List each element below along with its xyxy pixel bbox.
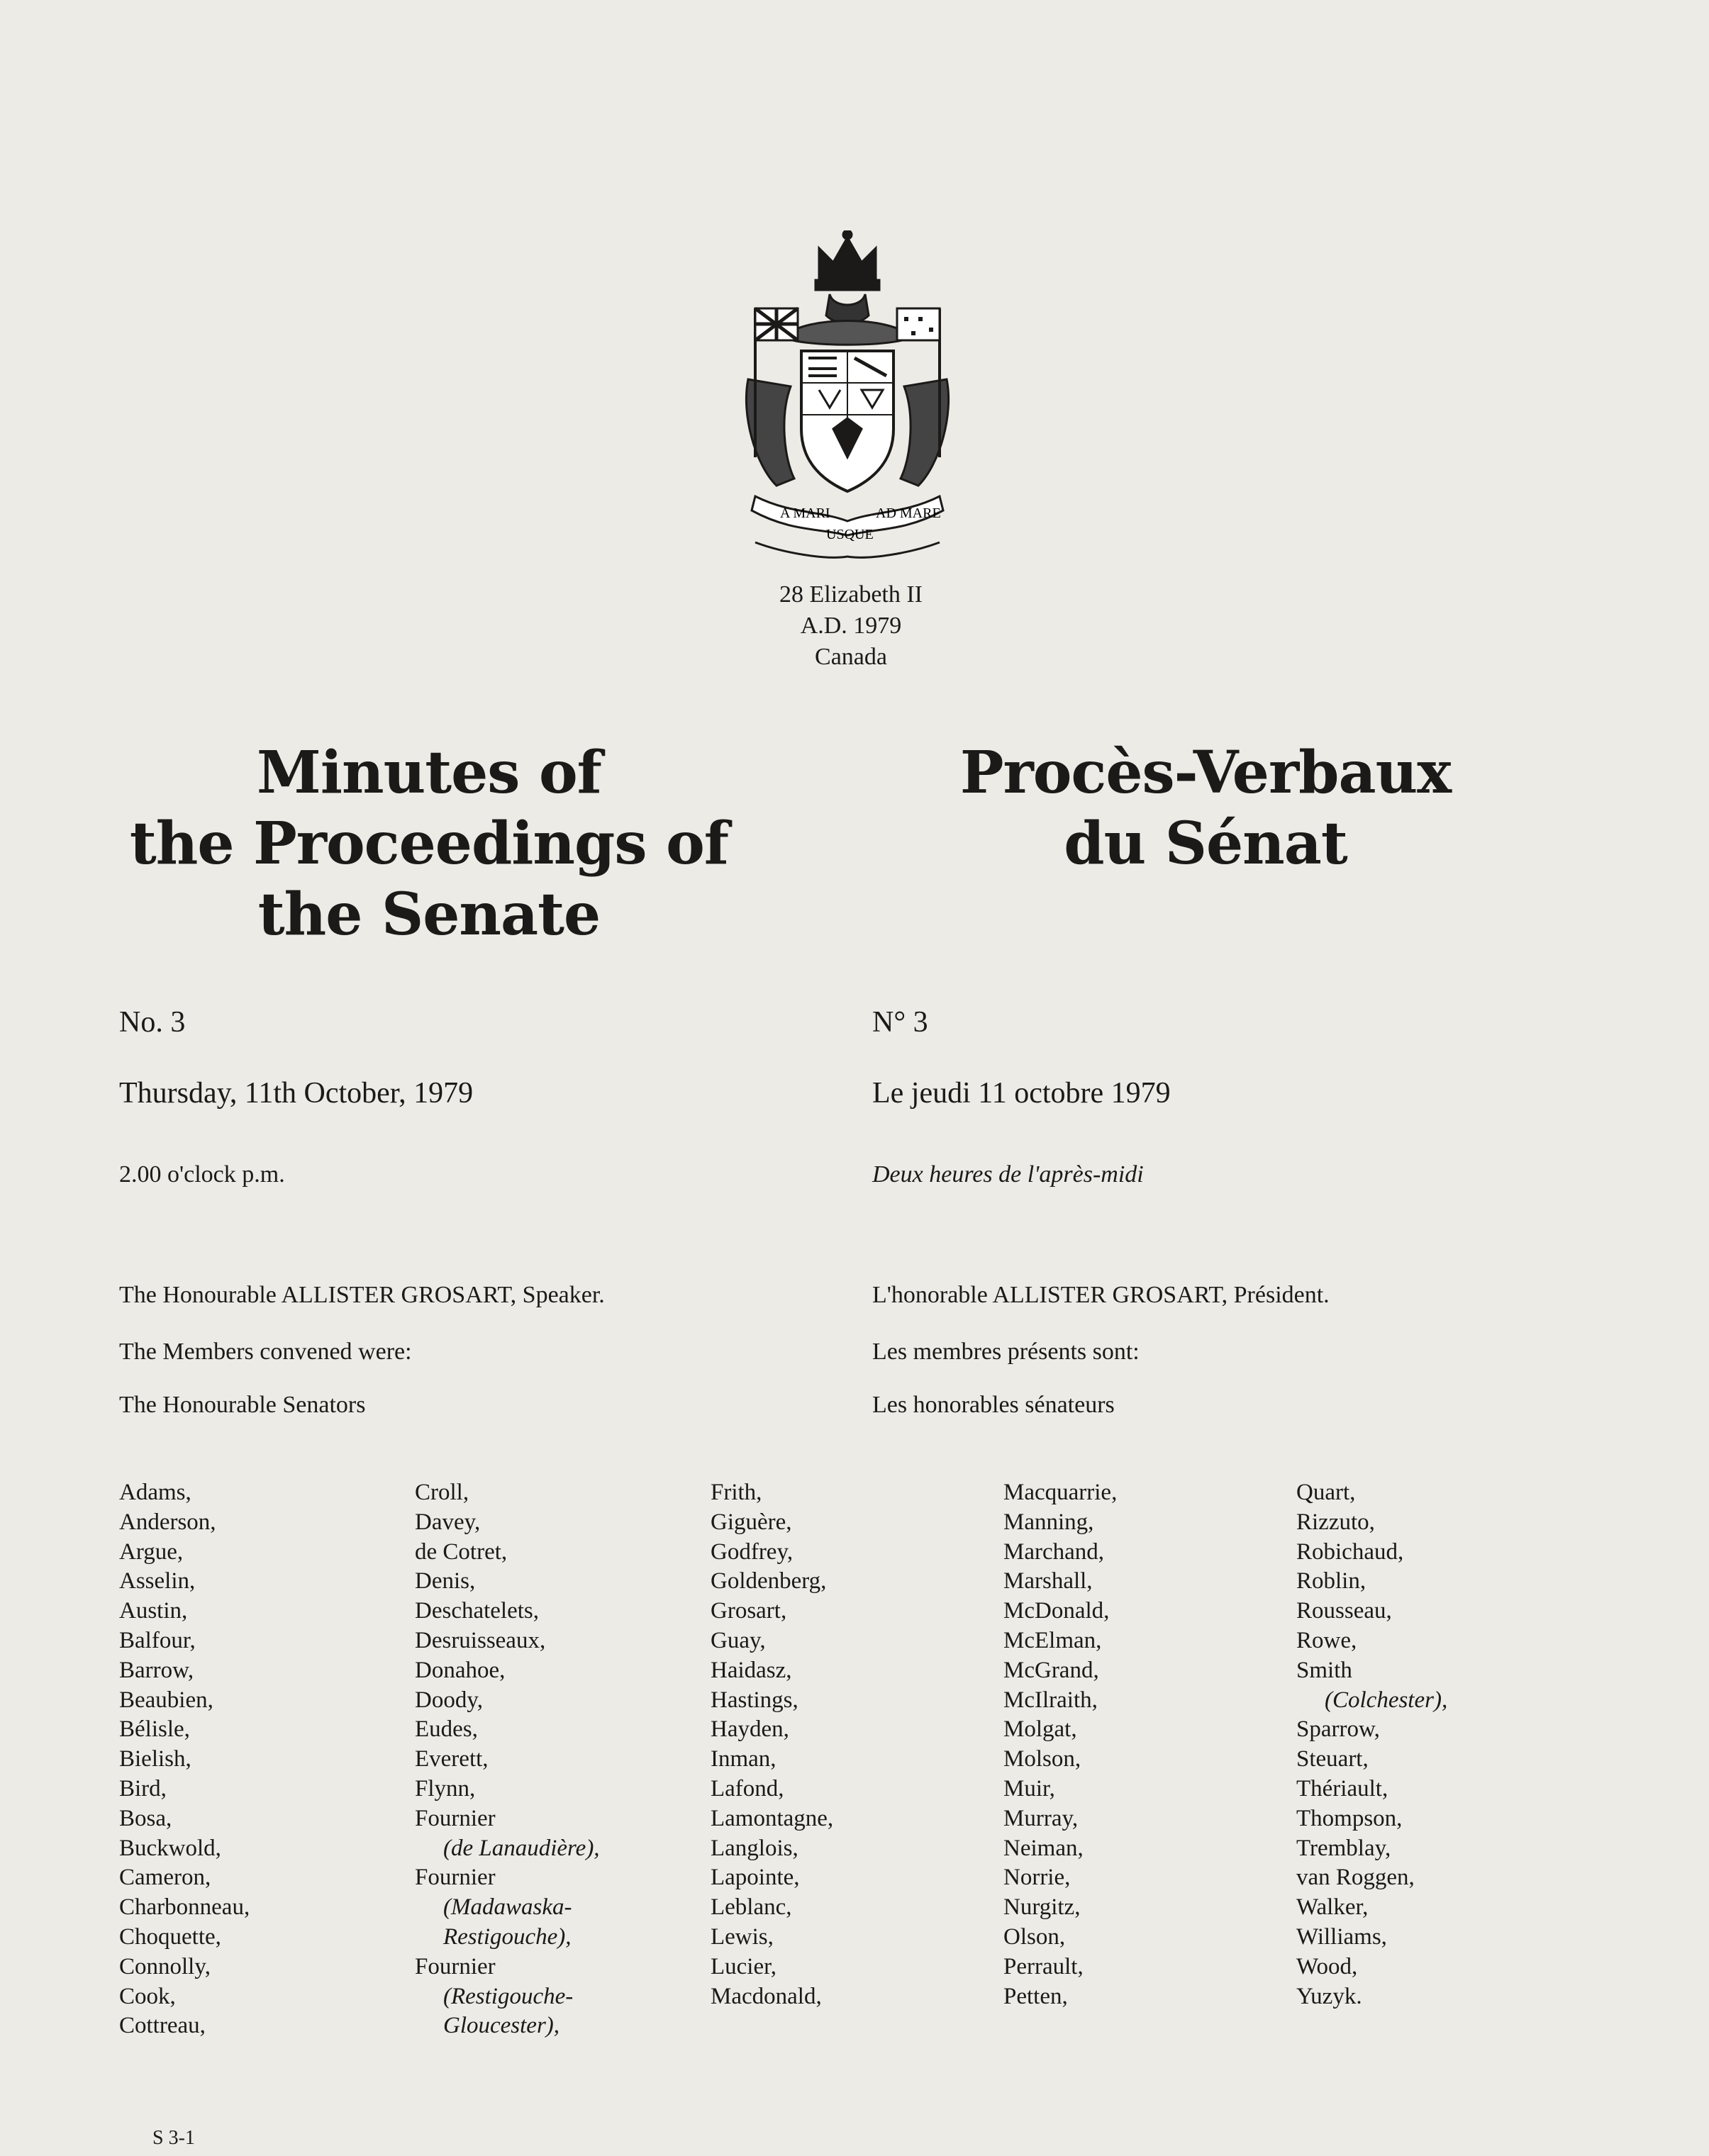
senator-name: van Roggen, (1296, 1865, 1415, 1891)
dateline-ad-year: A.D. 1979 (800, 613, 902, 639)
senator-name: Yuzyk. (1296, 1983, 1362, 2009)
sitting-date-fr: Le jeudi 11 octobre 1979 (872, 1077, 1171, 1110)
senator-name: Nurgitz, (1003, 1894, 1081, 1921)
title-en-line-3: the Senate (257, 881, 601, 949)
senator-name: Olson, (1003, 1923, 1066, 1950)
senator-name: Lapointe, (711, 1865, 800, 1891)
issue-number-fr: N° 3 (872, 1006, 928, 1039)
issue-number-en: No. 3 (119, 1006, 186, 1039)
senator-name: Rizzuto, (1296, 1509, 1375, 1535)
senator-name: Donahoe, (415, 1657, 506, 1683)
senator-name: Croll, (415, 1480, 469, 1505)
coat-of-arms-emblem (727, 230, 968, 560)
senator-name: Godfrey, (711, 1538, 794, 1565)
senator-name: Marchand, (1003, 1538, 1105, 1565)
senator-name: Lucier, (711, 1953, 777, 1979)
honourable-senators-en: The Honourable Senators (119, 1392, 366, 1418)
motto-right: AD MARE (876, 506, 941, 521)
senator-name: de Cotret, (415, 1538, 508, 1565)
title-fr-line-2: du Sénat (1064, 810, 1347, 878)
senator-name: Lewis, (711, 1923, 774, 1950)
senator-name: Neiman, (1003, 1835, 1084, 1861)
honourable-senators-fr: Les honorables sénateurs (872, 1392, 1115, 1418)
senator-name: Cook, (119, 1983, 176, 2009)
title-en-line-1: Minutes of (257, 739, 601, 807)
sitting-date-en: Thursday, 11th October, 1979 (119, 1077, 474, 1110)
senator-riding: Gloucester), (443, 2013, 560, 2039)
senator-name: Muir, (1003, 1775, 1055, 1802)
senator-name: Choquette, (119, 1923, 221, 1950)
senator-name: Everett, (415, 1746, 489, 1772)
senator-name: McIlraith, (1003, 1687, 1098, 1713)
senator-name: McGrand, (1003, 1657, 1099, 1683)
senator-name: Fournier (415, 1865, 496, 1891)
senator-name: Denis, (415, 1568, 476, 1594)
senator-name: Walker, (1296, 1894, 1369, 1921)
senator-column-4 (1003, 1478, 1117, 2011)
senator-name: Wood, (1296, 1953, 1358, 1979)
senator-name: Thompson, (1296, 1805, 1403, 1831)
senator-column-2 (415, 1478, 600, 2041)
senator-name: Roblin, (1296, 1568, 1366, 1594)
senator-name: Sparrow, (1296, 1716, 1380, 1743)
senator-riding: (Restigouche- (443, 1983, 574, 2009)
senator-name: Bielish, (119, 1746, 191, 1772)
senator-riding: (de Lanaudière), (443, 1835, 600, 1861)
senator-name: Perrault, (1003, 1953, 1084, 1979)
senator-name: Cameron, (119, 1865, 211, 1891)
senator-name: Williams, (1296, 1923, 1387, 1950)
senator-name: Langlois, (711, 1835, 798, 1861)
senator-name: Barrow, (119, 1657, 194, 1683)
senator-name: Marshall, (1003, 1568, 1093, 1594)
senator-name: Molson, (1003, 1746, 1081, 1772)
senator-name: Murray, (1003, 1805, 1079, 1831)
senator-name: Rowe, (1296, 1627, 1357, 1653)
senator-name: Rousseau, (1296, 1598, 1392, 1624)
senator-name: Adams, (119, 1480, 191, 1505)
senator-name: Smith (1296, 1657, 1352, 1683)
senator-riding: (Madawaska- (443, 1894, 572, 1921)
senator-riding: (Colchester), (1325, 1687, 1448, 1713)
senator-name: Doody, (415, 1687, 483, 1713)
senator-name: Anderson, (119, 1509, 216, 1535)
senator-column-1 (119, 1478, 250, 2041)
senator-name: McElman, (1003, 1627, 1102, 1653)
senator-name: Thériault, (1296, 1775, 1388, 1802)
dateline-country: Canada (815, 644, 887, 670)
senator-name: Guay, (711, 1627, 766, 1653)
senator-name: Lafond, (711, 1775, 784, 1802)
title-english (128, 737, 730, 950)
senator-name: Austin, (119, 1598, 188, 1624)
senator-name: Deschatelets, (415, 1598, 540, 1624)
senator-name: Giguère, (711, 1509, 792, 1535)
senator-name: Buckwold, (119, 1835, 221, 1861)
senator-name: Manning, (1003, 1509, 1094, 1535)
senator-name: Tremblay, (1296, 1835, 1391, 1861)
senator-column-3 (711, 1478, 833, 2011)
senator-name: Haidasz, (711, 1657, 792, 1683)
members-convened-en: The Members convened were: (119, 1339, 412, 1365)
senator-name: Leblanc, (711, 1894, 792, 1921)
senator-name: Eudes, (415, 1716, 478, 1743)
senator-riding: Restigouche), (443, 1923, 572, 1950)
senator-name: Petten, (1003, 1983, 1068, 2009)
dateline-regnal-year: 28 Elizabeth II (779, 581, 923, 608)
senator-name: Argue, (119, 1538, 184, 1565)
senator-name: Quart, (1296, 1480, 1356, 1505)
senator-name: Frith, (711, 1480, 762, 1505)
senator-name: Davey, (415, 1509, 481, 1535)
motto-left: A MARI (780, 506, 830, 521)
senator-name: Hastings, (711, 1687, 798, 1713)
senator-name: Flynn, (415, 1775, 476, 1802)
senator-name: Cottreau, (119, 2013, 206, 2039)
senator-name: Beaubien, (119, 1687, 213, 1713)
senator-name: Charbonneau, (119, 1894, 250, 1921)
senator-name: Lamontagne, (711, 1805, 834, 1831)
sitting-time-en: 2.00 o'clock p.m. (119, 1161, 285, 1188)
senator-name: Grosart, (711, 1598, 787, 1624)
senator-name: Bosa, (119, 1805, 172, 1831)
page-footer-code: S 3-1 (152, 2127, 195, 2149)
senator-name: Fournier (415, 1805, 496, 1831)
senator-name: Fournier (415, 1953, 496, 1979)
senator-name: Bélisle, (119, 1716, 190, 1743)
senator-name: Macdonald, (711, 1983, 822, 2009)
motto-center: USQUE (826, 527, 874, 542)
senator-name: Inman, (711, 1746, 776, 1772)
dateline (709, 579, 993, 673)
senator-name: Goldenberg, (711, 1568, 827, 1594)
title-fr-line-1: Procès-Verbaux (959, 739, 1452, 807)
title-french (865, 737, 1546, 879)
senator-name: Steuart, (1296, 1746, 1369, 1772)
speaker-line-fr: L'honorable ALLISTER GROSART, Président. (872, 1282, 1330, 1308)
senator-name: Norrie, (1003, 1865, 1071, 1891)
senator-name: Asselin, (119, 1568, 196, 1594)
senator-name: Connolly, (119, 1953, 211, 1979)
senator-name: Balfour, (119, 1627, 196, 1653)
senator-name: Desruisseaux, (415, 1627, 546, 1653)
senator-column-5 (1296, 1478, 1447, 2011)
senator-name: Molgat, (1003, 1716, 1077, 1743)
senator-name: McDonald, (1003, 1598, 1110, 1624)
senator-name: Bird, (119, 1775, 167, 1802)
senator-name: Hayden, (711, 1716, 789, 1743)
sitting-time-fr: Deux heures de l'après-midi (872, 1161, 1144, 1188)
title-en-line-2: the Proceedings of (129, 810, 729, 878)
members-convened-fr: Les membres présents sont: (872, 1339, 1140, 1365)
senator-name: Robichaud, (1296, 1538, 1404, 1565)
senator-name: Macquarrie, (1003, 1480, 1118, 1505)
speaker-line-en: The Honourable ALLISTER GROSART, Speaker. (119, 1282, 605, 1308)
